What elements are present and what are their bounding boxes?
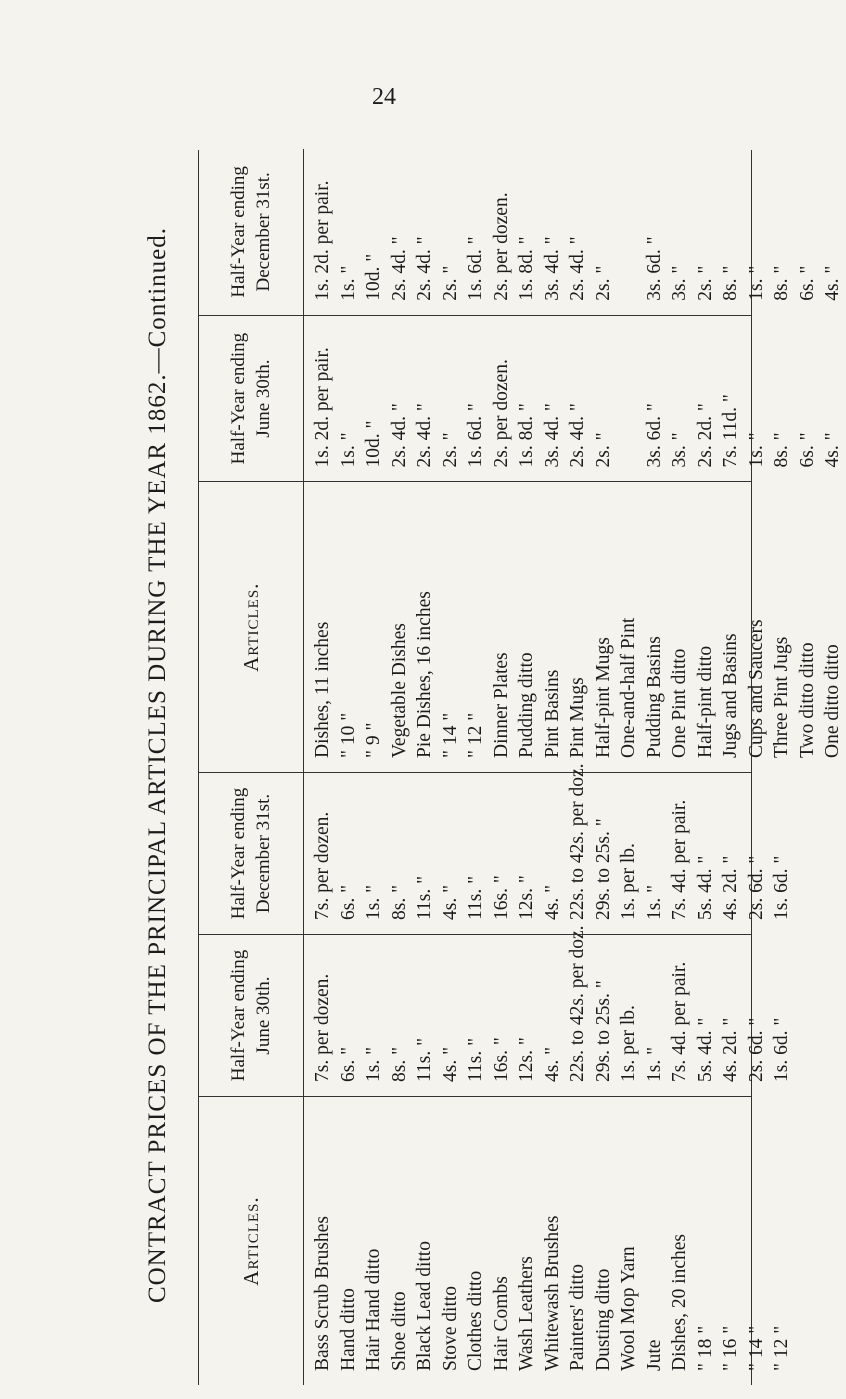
table-cell: " 10 ": [337, 712, 359, 758]
table-cell: 1s. 8d. ": [516, 236, 537, 301]
table-cell: 4s. 2d. ": [720, 1017, 741, 1082]
table-cell: 4s. 2d. ": [720, 855, 741, 920]
table-cell: 4s. ": [541, 1046, 563, 1082]
december-header-right: Half-Year ending December 31st.: [199, 149, 304, 315]
right-december-list: [304, 149, 846, 315]
table-cell: 3s. 4d. ": [541, 236, 563, 301]
table-cell: Two ditto ditto: [796, 642, 818, 758]
table-cell: Pudding ditto: [516, 652, 537, 758]
december-header-left: Half-Year ending December 31st.: [199, 773, 304, 934]
table-cell: 2s. per dozen.: [490, 359, 512, 468]
table-cell: 2s. 4d. ": [388, 403, 410, 468]
table-cell: Pint Basins: [541, 669, 563, 758]
table-cell: 8s. ": [388, 884, 410, 920]
table-cell: One Pint ditto: [669, 648, 690, 758]
june-column-left: [199, 925, 792, 1097]
table-cell: 8s. ": [720, 265, 741, 301]
table-cell: One ditto ditto: [822, 644, 843, 758]
table-cell: Hair Combs: [490, 1276, 512, 1371]
december-column-left: [199, 763, 792, 935]
table-cell: Bass Scrub Brushes: [312, 1216, 333, 1371]
table-cell: 2s. 4d. ": [567, 403, 588, 468]
table-cell: 6s. ": [337, 1046, 359, 1082]
table-cell: 8s. ": [388, 1046, 410, 1082]
table-cell: 7s. 11d. ": [720, 394, 741, 468]
table-cell: Vegetable Dishes: [388, 623, 410, 758]
table-cell: Cups and Saucers: [745, 619, 767, 758]
table-cell: 1s. 2d. per pair.: [312, 347, 333, 468]
table-cell: 2s. per dozen.: [490, 192, 512, 301]
table-cell: 6s. ": [337, 884, 359, 920]
table-cell: 12s. ": [516, 875, 537, 920]
table-cell: Hair Hand ditto: [363, 1248, 384, 1371]
table-cell: 4s. ": [822, 432, 843, 468]
table-cell: 10d. ": [363, 253, 384, 301]
table-cell: 2s. ": [439, 265, 461, 301]
table-cell: 1s. 6d. ": [465, 403, 486, 468]
left-articles-list: [304, 1097, 795, 1385]
table-cell: 2s. 4d. ": [414, 236, 435, 301]
table-cell: 2s. 2d. ": [694, 403, 716, 468]
table-cell: 1s. ": [745, 265, 767, 301]
table-cell: 7s. per dozen.: [312, 973, 333, 1082]
table-cell: " 14 ": [745, 1325, 767, 1371]
table-cell: 2s. 4d. ": [388, 236, 410, 301]
table-cell: 1s. 8d. ": [516, 403, 537, 468]
table-cell: Dishes, 20 inches: [669, 1233, 690, 1371]
table-cell: One-and-half Pint: [618, 617, 639, 758]
table-cell: 5s. 4d. ": [694, 1017, 716, 1082]
table-cell: 1s. ": [643, 884, 665, 920]
table-cell: Pudding Basins: [643, 636, 665, 758]
table-cell: [616, 324, 642, 468]
table-cell: 1s. 2d. per pair.: [312, 180, 333, 301]
table-title: CONTRACT PRICES OF THE PRINCIPAL ARTICLES DURING THE YEAR 1862.—Continued.: [144, 226, 171, 1304]
table-cell: 16s. ": [490, 875, 512, 920]
left-december-list: [304, 763, 795, 934]
table-cell: 1s. ": [337, 265, 359, 301]
table-cell: 7s. 4d. per pair.: [669, 961, 690, 1082]
table-cell: 11s. ": [465, 1037, 486, 1082]
june-header-left: Half-Year ending June 30th.: [199, 935, 304, 1096]
table-cell: 1s. ": [337, 432, 359, 468]
table-cell: 3s. ": [669, 432, 690, 468]
table-cell: Painters' ditto: [567, 1264, 588, 1371]
table-cell: 16s. ": [490, 1037, 512, 1082]
table-cell: Stove ditto: [439, 1285, 461, 1371]
table-cell: 1s. ": [363, 884, 384, 920]
table-cell: 4s. ": [439, 1046, 461, 1082]
june-header-right: Half-Year ending June 30th.: [199, 316, 304, 482]
left-panel: [199, 763, 792, 1385]
page-number: 24: [372, 84, 396, 110]
table-cell: 10d. ": [363, 420, 384, 468]
table-cell: 2s. ": [439, 432, 461, 468]
table-cell: 5s. 4d. ": [694, 855, 716, 920]
table-cell: 22s. to 42s. per doz.: [567, 763, 588, 920]
table-cell: 8s. ": [771, 265, 792, 301]
table-cell: 1s. 6d. ": [465, 236, 486, 301]
table-cell: 4s. ": [822, 265, 843, 301]
table-cell: 2s. 6d. ": [745, 1017, 767, 1082]
table-cell: 1s. 6d. ": [771, 1017, 792, 1082]
table-cell: 11s. ": [414, 1037, 435, 1082]
table-cell: 3s. 6d. ": [643, 236, 665, 301]
table-cell: 4s. ": [541, 884, 563, 920]
table-cell: 7s. per dozen.: [312, 811, 333, 920]
table-cell: 2s. 6d. ": [745, 855, 767, 920]
table-cell: 3s. ": [669, 265, 690, 301]
table-cell: [616, 157, 642, 301]
table-cell: 2s. ": [592, 265, 614, 301]
table-cell: 6s. ": [796, 265, 818, 301]
table-cell: " 12 ": [465, 712, 486, 758]
table-cell: 1s. per lb.: [618, 1005, 639, 1082]
table-cell: Dusting ditto: [592, 1268, 614, 1371]
table-cell: 1s. ": [745, 432, 767, 468]
table-cell: Shoe ditto: [388, 1291, 410, 1371]
right-articles-list: [304, 482, 846, 772]
left-june-list: [304, 925, 795, 1096]
table-cell: " 12 ": [771, 1325, 792, 1371]
december-column-right: [199, 149, 843, 316]
table-cell: 11s. ": [465, 875, 486, 920]
table-cell: Jugs and Basins: [720, 633, 741, 758]
table-cell: 7s. 4d. per pair.: [669, 799, 690, 920]
table-cell: " 9 ": [363, 722, 384, 758]
table-cell: 3s. 4d. ": [541, 403, 563, 468]
table-cell: 1s. ": [363, 1046, 384, 1082]
table-cell: 2s. 4d. ": [567, 236, 588, 301]
table-cell: Wool Mop Yarn: [618, 1246, 639, 1371]
articles-column-right: [199, 482, 843, 772]
table-cell: Whitewash Brushes: [541, 1215, 563, 1371]
table-cell: Dishes, 11 inches: [312, 621, 333, 758]
june-column-right: [199, 316, 843, 483]
price-table: [198, 150, 843, 1385]
table-cell: 4s. ": [439, 884, 461, 920]
table-cell: Pie Dishes, 16 inches: [414, 591, 435, 758]
articles-header-right: Articles.: [199, 482, 304, 772]
table-cell: 11s. ": [414, 875, 435, 920]
table-cell: Clothes ditto: [465, 1270, 486, 1371]
table-cell: Black Lead ditto: [414, 1241, 435, 1371]
table-cell: 22s. to 42s. per doz.: [567, 925, 588, 1082]
table-cell: 29s. to 25s. ": [592, 818, 614, 920]
table-cell: 2s. ": [694, 265, 716, 301]
table-cell: Dinner Plates: [490, 652, 512, 758]
table-cell: Hand ditto: [337, 1288, 359, 1371]
articles-column-left: [199, 1097, 792, 1385]
table-cell: Half-pint ditto: [694, 645, 716, 758]
table-cell: 8s. ": [771, 432, 792, 468]
table-cell: 2s. ": [592, 432, 614, 468]
right-panel: [199, 149, 843, 772]
right-june-list: [304, 316, 846, 482]
table-cell: 1s. 6d. ": [771, 855, 792, 920]
table-cell: Wash Leathers: [516, 1256, 537, 1371]
table-cell: 29s. to 25s. ": [592, 980, 614, 1082]
table-cell: 1s. ": [643, 1046, 665, 1082]
table-cell: 12s. ": [516, 1037, 537, 1082]
table-cell: 2s. 4d. ": [414, 403, 435, 468]
table-cell: Three Pint Jugs: [771, 636, 792, 758]
articles-header-left: Articles.: [199, 1097, 304, 1385]
table-cell: Pint Mugs: [567, 677, 588, 758]
table-cell: 6s. ": [796, 432, 818, 468]
table-cell: " 14 ": [439, 712, 461, 758]
table-cell: " 18 ": [694, 1325, 716, 1371]
table-cell: Half-pint Mugs: [592, 637, 614, 758]
table-cell: 1s. per lb.: [618, 843, 639, 920]
table-cell: Jute: [643, 1339, 665, 1371]
rotated-table-sheet: [144, 145, 843, 1385]
table-cell: " 16 ": [720, 1325, 741, 1371]
table-cell: 3s. 6d. ": [643, 403, 665, 468]
